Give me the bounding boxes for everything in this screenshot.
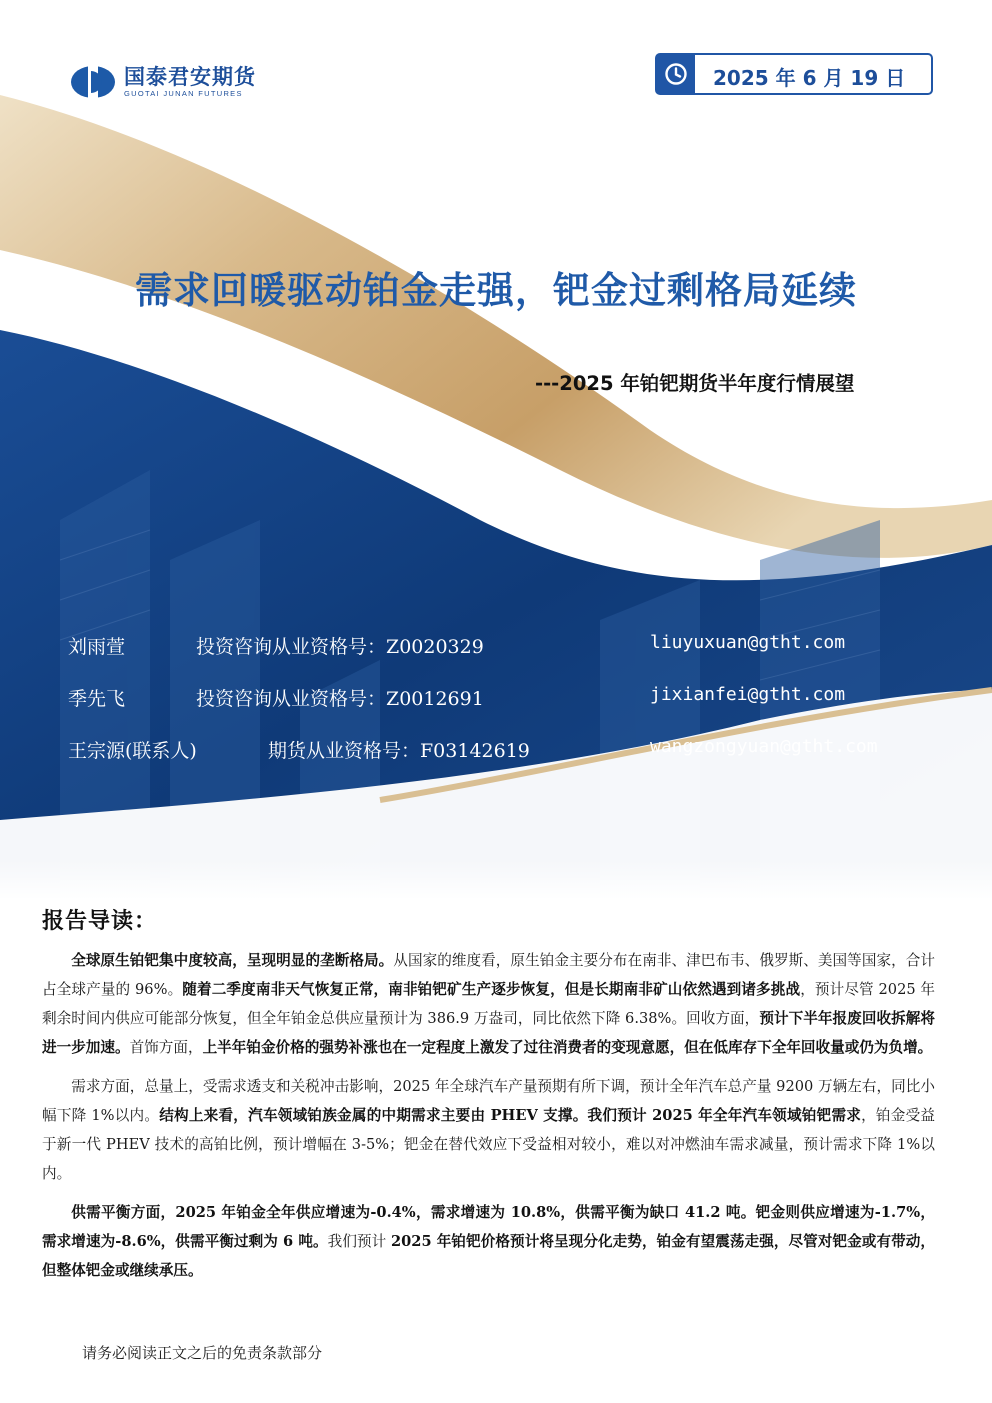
author-cert: 投资咨询从业资格号：Z0012691 [196, 688, 484, 710]
section-title: 报告导读： [42, 908, 158, 934]
highlight-text: 2025 年铂钯价格预计将呈现分化走势，铂金有望震荡走强，尽管对钯金或有带动，但整体钯金或继续承压。 [42, 1233, 936, 1279]
disclaimer-note: 请务必阅读正文之后的免责条款部分 [82, 1344, 323, 1362]
author-cert: 投资咨询从业资格号：Z0020329 [196, 636, 484, 658]
body-text: ，铂金受益于新一代 PHEV 技术的高铂比例，预计增幅在 3-5%；钯金在替代效应下受益相对较小，难以对冲燃油车需求减量，预计需求下降 1%以内。 [42, 1107, 935, 1182]
report-summary [42, 946, 935, 1295]
author-row [68, 736, 948, 788]
report-subtitle: ---2025 年铂钯期货半年度行情展望 [535, 372, 855, 395]
company-name-cn: 国泰君安期货 [124, 65, 256, 89]
highlight-text: 预计下半年报废回收拆解将进一步加速。 [42, 1010, 935, 1056]
highlight-text: 结构上来看，汽车领域铂族金属的中期需求主要由 PHEV 支撑。我们预计 2025 年全年汽车领域铂钯需求 [159, 1107, 862, 1124]
author-cert: 期货从业资格号：F03142619 [268, 740, 530, 762]
body-text: 从国家的维度看，原生铂金主要分布在南非、津巴布韦、俄罗斯、美国等国家，合计占全球产量的 96%。 [42, 952, 935, 998]
author-name: 季先飞 [68, 688, 126, 710]
report-date: 2025 年 6 月 19 日 [713, 66, 906, 90]
body-text: 我们预计 [327, 1233, 391, 1250]
company-logo [70, 62, 256, 102]
highlight-text: 供需平衡方面，2025 年铂金全年供应增速为-0.4%，需求增速为 10.8%，供需平衡为缺口 41.2 吨。钯金则供应增速为-1.7%，需求增速为-8.6%，供需平衡过剩为 6 吨。 [42, 1204, 935, 1250]
highlight-text: 随着二季度南非天气恢复正常，南非铂钯矿生产逐步恢复，但是长期南非矿山依然遇到诸多挑战 [182, 981, 801, 998]
summary-paragraph [42, 1198, 935, 1285]
report-date-box [655, 53, 933, 95]
author-email[interactable]: liuyuxuan@gtht.com [650, 632, 846, 653]
clock-icon [657, 55, 695, 93]
author-list [68, 632, 948, 788]
author-email[interactable]: jixianfei@gtht.com [650, 684, 846, 705]
company-name-en: GUOTAI JUNAN FUTURES [124, 89, 243, 98]
body-text: ，预计尽管 2025 年剩余时间内供应可能部分恢复，但全年铂金总供应量预计为 386.9 万盎司，同比依然下降 6.38%。回收方面， [42, 981, 935, 1027]
report-title: 需求回暖驱动铂金走强，钯金过剩格局延续 [135, 269, 857, 312]
author-row [68, 684, 948, 736]
highlight-text: 全球原生铂钯集中度较高，呈现明显的垄断格局。 [71, 952, 394, 969]
summary-paragraph [42, 946, 935, 1062]
highlight-text: 上半年铂金价格的强势补涨也在一定程度上激发了过往消费者的变现意愿，但在低库存下全年回收量或仍为负增。 [202, 1039, 933, 1056]
body-text: 需求方面，总量上，受需求透支和关税冲击影响，2025 年全球汽车产量预期有所下调，预计全年汽车总产量 9200 万辆左右，同比小幅下降 1%以内。 [42, 1078, 935, 1124]
summary-paragraph [42, 1072, 935, 1188]
author-name: 王宗源(联系人) [68, 740, 197, 762]
author-email[interactable]: wangzongyuan@gtht.com [650, 736, 878, 757]
author-row [68, 632, 948, 684]
author-name: 刘雨萱 [68, 636, 126, 658]
body-text: 首饰方面， [129, 1039, 203, 1056]
company-logo-icon [70, 64, 116, 100]
